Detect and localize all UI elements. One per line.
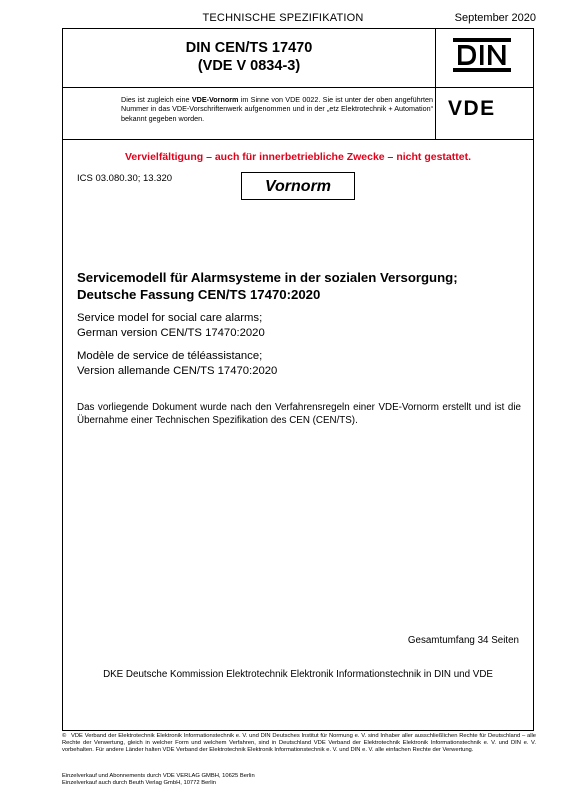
vde-logo: VDE: [448, 97, 496, 120]
sales-info: Einzelverkauf und Abonnements durch VDE VERLAG GMBH, 10625 Berlin Einzelverkauf auch durch Beuth Verlag GmbH, 10772 Berlin: [62, 773, 255, 786]
divider: [63, 139, 533, 140]
total-pages: Gesamtumfang 34 Seiten: [407, 635, 519, 646]
reproduction-notice: Vervielfältigung – auch für innerbetriebliche Zwecke – nicht gestattet.: [124, 151, 471, 163]
dke-line: DKE Deutsche Kommission Elektrotechnik Elektronik Informationstechnik in DIN und VDE: [103, 669, 493, 680]
copyright-notice: © VDE Verband der Elektrotechnik Elektronik Informationstechnik e. V. und DIN Deutsches Institut für Normung e. V. sind Inhaber aller ausschließlichen Rechte für Deutschland – alle Rechte der Verwertung, gleich in welcher Form und welchem Verfahren, sind in Deutschland VDE Verband der Elektrotechnik Elektronik Informationstechnik e. V. und DIN e. V. vorbehalten. Für andere Länder halten VDE Verband der Elektrotechnik Elektronik Informationstechnik e. V. und DIN e. V. alle einfachen Rechte der Verwertung.: [62, 733, 536, 753]
din-number: DIN CEN/TS 17470: [185, 40, 313, 56]
vde-number: (VDE V 0834-3): [197, 58, 301, 74]
divider: [435, 29, 436, 139]
vde-standard-note: Dies ist zugleich eine VDE-Vornorm im Sinne von VDE 0022. Sie ist unter der oben angeführten Nummer in das VDE-Vorschriftenwerk aufgenommen und in der „etz Elektrotechnik + Automation“ bekannt gegeben worden.: [121, 95, 433, 123]
german-title: Servicemodell für Alarmsysteme in der sozialen Versorgung; Deutsche Fassung CEN/TS 17470:2020: [77, 270, 458, 302]
procedure-notice: Das vorliegende Dokument wurde nach den Verfahrensregeln einer VDE-Vornorm erstellt und ist die Übernahme einer Technischen Spezifikation des CEN (CEN/TS).: [77, 402, 521, 426]
french-title: Modèle de service de téléassistance; Version allemande CEN/TS 17470:2020: [77, 350, 278, 377]
din-logo-icon: [452, 37, 512, 73]
status-badge: Vornorm: [241, 172, 355, 200]
title-page-frame: [62, 28, 534, 731]
publication-date: September 2020: [454, 12, 536, 24]
document-type-header: TECHNISCHE SPEZIFIKATION: [202, 12, 364, 24]
divider: [63, 87, 533, 88]
english-title: Service model for social care alarms; German version CEN/TS 17470:2020: [77, 312, 265, 339]
copyright-icon: ©: [62, 733, 67, 739]
ics-classification: ICS 03.080.30; 13.320: [77, 173, 173, 184]
document-number-block: [63, 39, 435, 75]
